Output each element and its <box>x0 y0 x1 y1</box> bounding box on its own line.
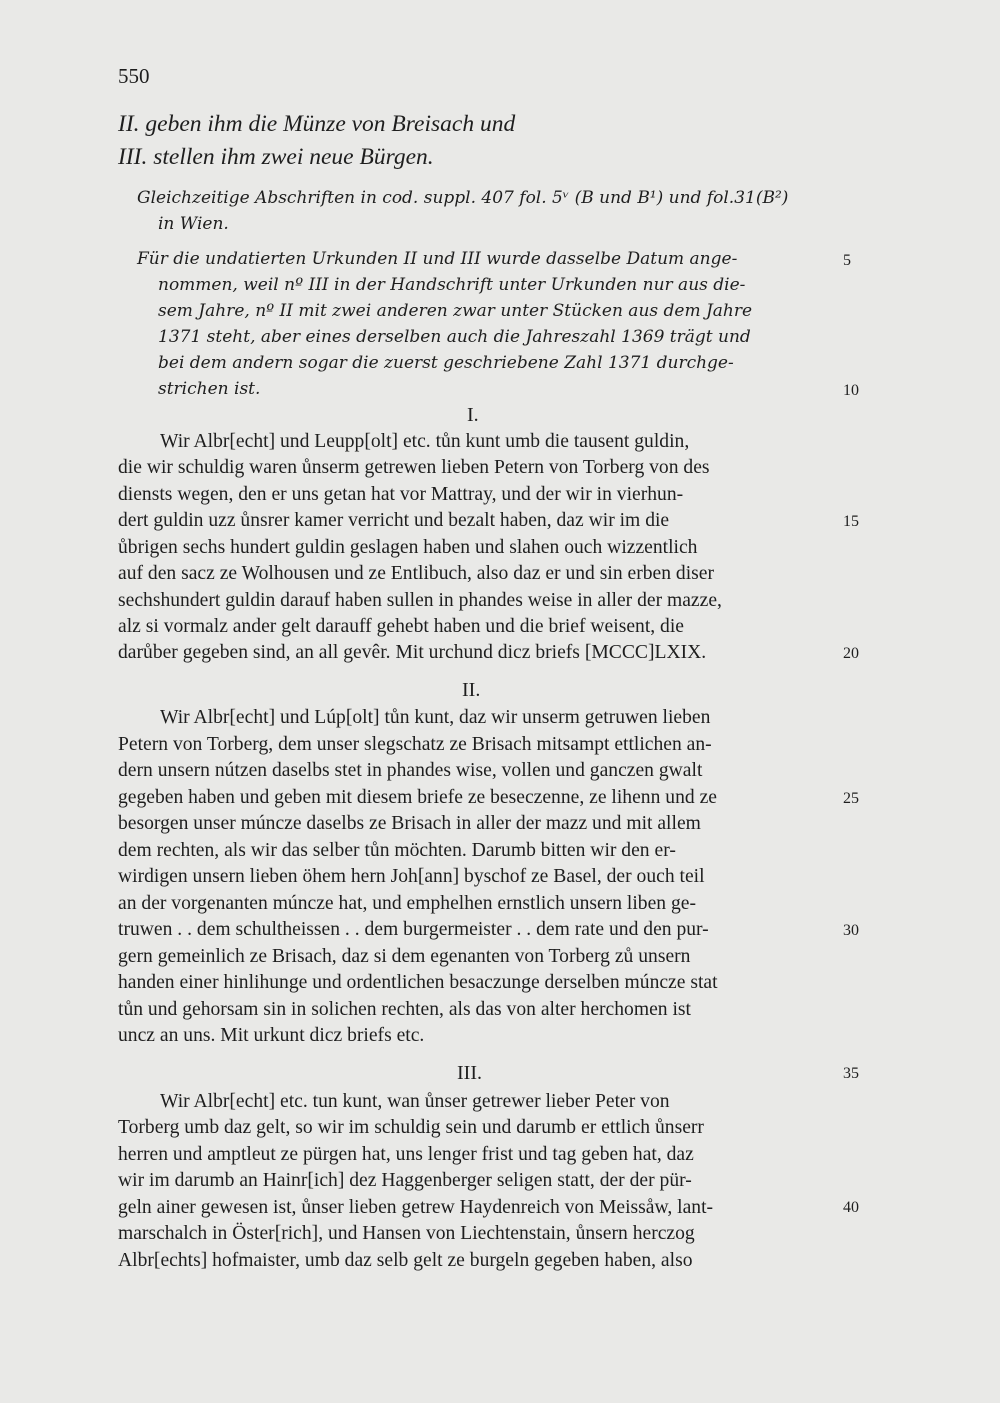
text-line: Torberg umb daz gelt, so wir im schuldig sein und darumb er ettlich ůnserr <box>118 1117 704 1138</box>
text-line: gegeben haben und geben mit diesem briefe ze beseczenne, ze lihenn und ze <box>118 787 717 808</box>
commentary-line: bei dem andern sogar die zuerst geschriebene Zahl 1371 durchge- <box>158 353 734 373</box>
text-line: sechshundert guldin darauf haben sullen in phandes weise in aller der mazze, <box>118 590 722 611</box>
source-note-line: in Wien. <box>158 214 229 234</box>
text-line: herren und amptleut ze pürgen hat, uns lenger frist und tag geben hat, daz <box>118 1144 694 1165</box>
text-line: diensts wegen, den er uns getan hat vor Mattray, und der wir in vierhun- <box>118 484 684 505</box>
text-line: wirdigen unsern lieben öhem hern Joh[ann] byschof ze Basel, der ouch teil <box>118 866 705 887</box>
margin-line-number: 30 <box>843 922 859 939</box>
text-line: dern unsern nútzen daselbs stet in phandes wise, vollen und ganczen gwalt <box>118 760 703 781</box>
text-line: Wir Albr[echt] und Lúp[olt] tůn kunt, daz wir unserm getruwen lieben <box>160 707 711 728</box>
margin-line-number: 35 <box>843 1065 859 1082</box>
text-line: auf den sacz ze Wolhousen und ze Entlibuch, also daz er und sin erben diser <box>118 563 715 584</box>
text-line: an der vorgenanten múncze hat, und emphelhen ernstlich unsern liben ge- <box>118 893 696 914</box>
commentary-line: Für die undatierten Urkunden II und III wurde dasselbe Datum ange- <box>137 249 738 269</box>
commentary-line: sem Jahre, nº II mit zwei anderen zwar unter Stücken aus dem Jahre <box>158 301 753 321</box>
text-line: gern gemeinlich ze Brisach, daz si dem egenanten von Torberg zů unsern <box>118 946 691 967</box>
text-line: Wir Albr[echt] und Leupp[olt] etc. tůn kunt umb die tausent guldin, <box>160 431 690 452</box>
margin-line-number: 10 <box>843 382 859 399</box>
text-line: uncz an uns. Mit urkunt dicz briefs etc. <box>118 1025 425 1046</box>
commentary-line: nommen, weil nº III in der Handschrift unter Urkunden nur aus die- <box>158 275 746 295</box>
text-line: tůn und gehorsam sin in solichen rechten, als das von alter herchomen ist <box>118 999 691 1020</box>
text-line: die wir schuldig waren ůnserm getrewen lieben Petern von Torberg von des <box>118 457 710 478</box>
commentary-line: strichen ist. <box>158 379 261 399</box>
source-note-line: Gleichzeitige Abschriften in cod. suppl. 407 fol. 5ᵛ (B und B¹) und fol.31(B²) <box>137 188 789 208</box>
commentary-line: 1371 steht, aber eines derselben auch die Jahreszahl 1369 trägt und <box>158 327 751 347</box>
text-line: marschalch in Öster[rich], und Hansen von Liechtenstain, ůnsern herczog <box>118 1223 695 1244</box>
text-line: truwen . . dem schultheissen . . dem burgermeister . . dem rate und den pur- <box>118 919 709 940</box>
margin-line-number: 20 <box>843 645 859 662</box>
text-line: wir im darumb an Hainr[ich] dez Haggenberger seligen statt, der der pür- <box>118 1170 692 1191</box>
text-line: alz si vormalz ander gelt darauff gehebt haben und die brief weisent, die <box>118 616 684 637</box>
section-heading-i: I. <box>467 404 479 426</box>
margin-line-number: 15 <box>843 513 859 530</box>
text-line: geln ainer gewesen ist, ůnser lieben getrew Haydenreich von Meissåw, lant- <box>118 1197 714 1218</box>
margin-line-number: 40 <box>843 1199 859 1216</box>
text-line: besorgen unser múncze daselbs ze Brisach in aller der mazz und mit allem <box>118 813 701 834</box>
text-line: darůber gegeben sind, an all gevêr. Mit urchund dicz briefs [MCCC]LXIX. <box>118 642 707 663</box>
page-number: 550 <box>118 64 150 88</box>
heading-line-1: II. geben ihm die Münze von Breisach und <box>118 111 516 137</box>
text-line: Albr[echts] hofmaister, umb daz selb gelt ze burgeln gegeben haben, also <box>118 1250 693 1271</box>
text-line: Wir Albr[echt] etc. tun kunt, wan ůnser getrewer lieber Peter von <box>160 1091 670 1112</box>
text-line: ůbrigen sechs hundert guldin geslagen haben und slahen ouch wizzentlich <box>118 537 698 558</box>
margin-line-number: 5 <box>843 252 851 269</box>
text-line: handen einer hinlihunge und ordentlichen besaczunge derselben múncze stat <box>118 972 718 993</box>
text-line: dem rechten, als wir das selber tůn möchten. Darumb bitten wir den er- <box>118 840 676 861</box>
margin-line-number: 25 <box>843 790 859 807</box>
text-line: dert guldin uzz ůnsrer kamer verricht und bezalt haben, daz wir im die <box>118 510 670 531</box>
text-line: Petern von Torberg, dem unser slegschatz ze Brisach mitsampt ettlichen an- <box>118 734 712 755</box>
section-heading-iii: III. <box>457 1062 482 1084</box>
section-heading-ii: II. <box>462 679 481 701</box>
heading-line-2: III. stellen ihm zwei neue Bürgen. <box>118 144 434 170</box>
